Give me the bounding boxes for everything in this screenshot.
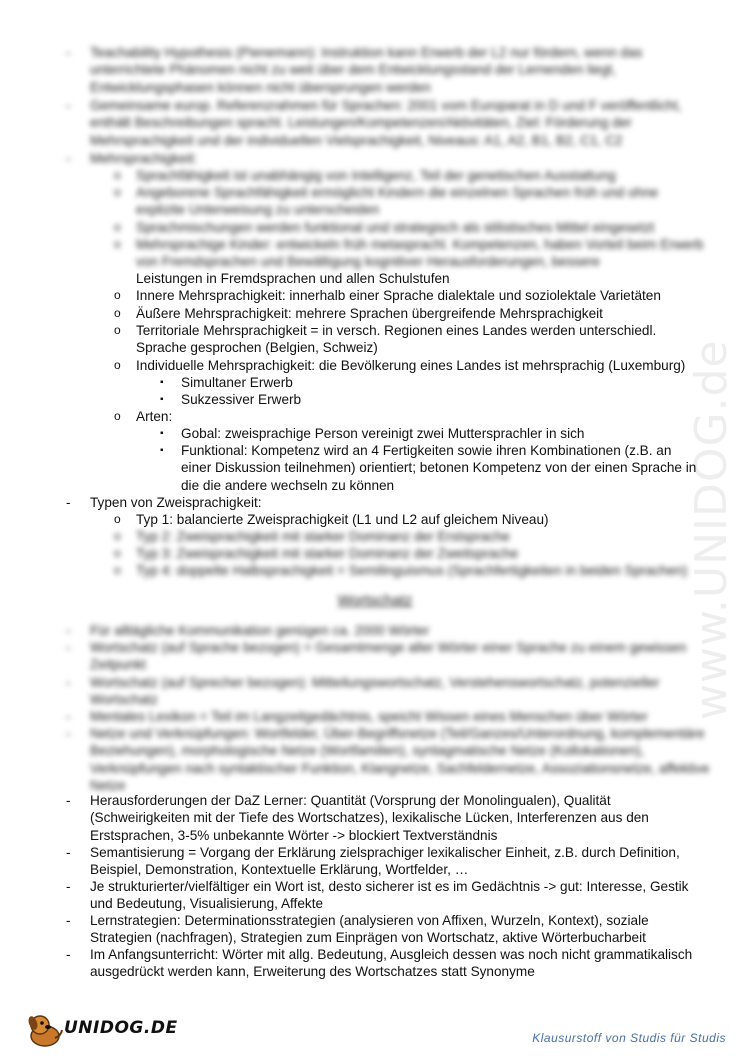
- logo-text: UNIDOG.DE: [64, 1018, 178, 1038]
- watermark: www.UNIDOG.de: [686, 339, 737, 720]
- dog-mascot-icon: [26, 1012, 64, 1048]
- section-heading: Wortschatz: [337, 592, 413, 609]
- unidog-logo: [26, 1012, 178, 1048]
- footer-tagline: Klausurstoff von Studis für Studis: [532, 1031, 726, 1045]
- document-page: www.UNIDOG.de - Teachability Hypothesis (Pienemann): Instruktion kann Erwerb der L2 nur fördern, wenn das unterrichtete Phänomen nicht zu weit über dem Entwicklungsstand der Lernenden liegt, Entwicklungsphasen können nicht übersprungen werden - Gemeinsame europ. Referenzrahmen für Sprachen: 2001 vom Europarat in D und F veröffentlicht, enthält Beschreibungen sprachl. Leistungen/Kompetenzen/Aktivitäten, Ziel: Förderung der Mehrsprachigkeit und der individuellen Vielsprachigkeit, Niveaus: A1, A2, B1, B2, C1, C2 - Mehrsprachigkeit: o Sprachfähigkeit ist unabhängig von Intelligenz, Teil der genetischen Ausstattung o Angeborene Sprachfähigkeit ermöglicht Kindern die einzelnen Sprachen früh und ohne explizite Unterweisung zu unterscheiden o Sprachmischungen werden funktional und strategisch als stilistisches Mittel eingesetzt o Mehrsprachige Kinder: entwickeln früh metasprachl. Kompetenzen, haben Vorteil beim Erwerb von Fremdsprachen und Bewältigung kognitiver Herausforderungen, bessere Leistungen in Fremdsprachen und allen Schulstufen o Innere Mehrsprachigkeit: innerhalb einer Sprache dialektale und soziolektale Varietäten o Äußere Mehrsprachigkeit: mehrere Sprachen übergreifende Mehrsprachigkeit o Territoriale Mehrsprachigkeit = in versch. Regionen eines Landes werden unterschiedl. Sprache gesprochen (Belgien, Schweiz) o Individuelle Mehrsprachigkeit: die Bevölkerung eines Landes ist mehrsprachig (Luxemburg) ▪ Simultaner Erwerb ▪ Sukzessiver Erwerb o Arten: ▪ Gobal: zweisprachige Person vereinigt zwei Muttersprachler in sich ▪ Funktional: Kompetenz wird an 4 Fertigkeiten sowie ihren Kombinationen (z.B. an einer Diskussion teilnehmen) orientiert; betonen Kompetenz von der einen Sprache in die die andere wechseln zu können - Typen von Zweisprachigkeit: o Typ 1: balancierte Zweisprachigkeit (L1 und L2 auf gleichem Niveau) o Typ 2: Zweisprachigkeit mit starker Dominanz der Erstsprache o Typ 3: Zweisprachigkeit mit starker Dominanz der Zweitsprache o Typ 4: doppelte Halbsprachigkeit = Semilinguismus (Sprachfertigkeiten in beiden Sprachen) Wortschatz - Für alltägliche Kommunikation genügen ca. 2000 Wörter - Wortschatz (auf Sprache bezogen) = Gesamtmenge aller Wörter einer Sprache zu einem gewissen Zeitpunkt - Wortschatz (auf Sprecher bezogen): Mitteilungswortschatz, Verstehenswortschatz, potenzieller Wortschatz - Mentales Lexikon = Teil im Langzeitgedächtnis, speicht Wissen eines Menschen über Wörter - Netze und Verknüpfungen: Wortfelder, Über-Begriffsnetze (Teil/Ganzes/Unterordnung, komplementäre Beziehungen), morphologische Netze (Wortfamilien), syntagmatische Netze (Kollokationen), Verknüpfungen nach syntaktischer Funktion, Klangnetze, Sachfeldernetze, Assoziationsnetze, affektive Netze - Herausforderungen der DaZ Lerner: Quantität (Vorsprung der Monolingualen), Qualität (Schweirigkeiten mit der Tiefe des Wortschatzes), lexikalische Lücken, Interferenzen aus den Erstsprachen, 3-5% unbekannte Wörter -> blockiert Textverständnis - Semantisierung = Vorgang der Erklärung zielsprachiger lexikalischer Einheit, z.B. durch Definition, Beispiel, Demonstration, Kontextuelle Erklärung, Wortfelder, … - Je strukturierter/vielfältiger ein Wort ist, desto sicherer ist es im Gedächtnis -> gut: Interesse, Gestik und Bedeutung, Visualisierung, Affekte - Lernstrategien: Determinationsstrategien (analysieren von Affixen, Wurzeln, Kontext), soziale Strategien (nachfragen), Strategien zum Einprägen von Wortschatz, aktive Wörterbucharbeit - Im Anfangsunterricht: Wörter mit allg. Bedeutung, Ausgleich dessen was noch nicht grammatikalisch ausgedrückt werden kann, Erweiterung des Wortschatzes statt Synonyme UNIDOG.DE Klausurstoff von Studis für Studis: [0, 0, 750, 1059]
